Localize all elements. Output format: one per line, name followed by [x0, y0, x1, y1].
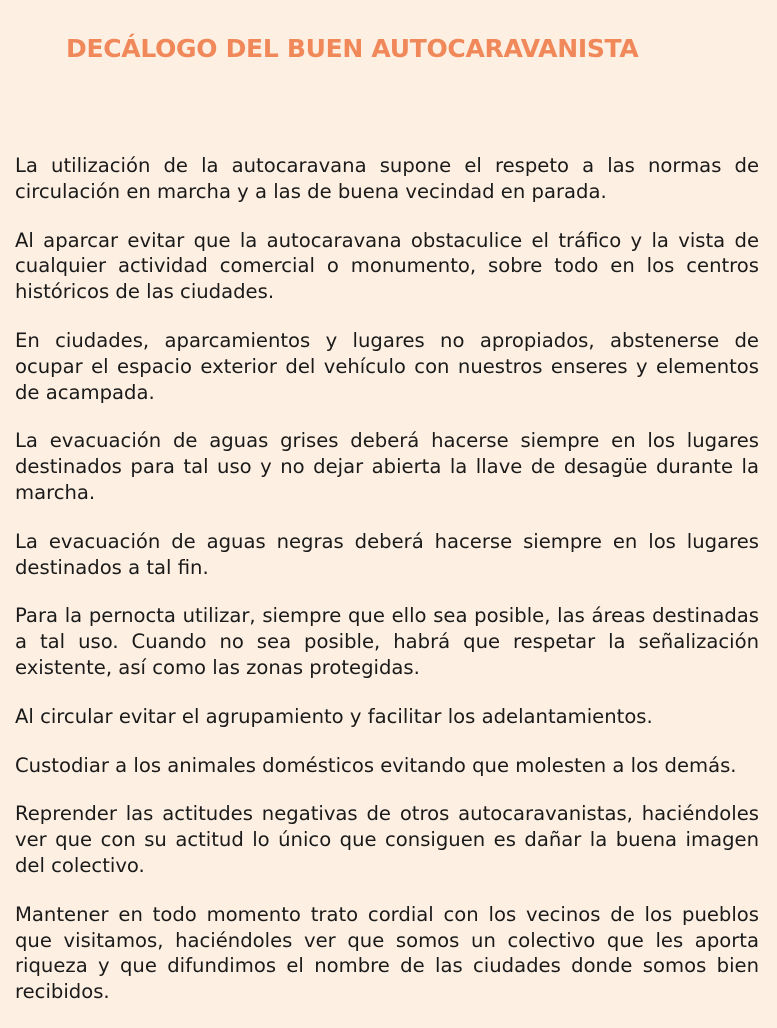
- rule-paragraph-8: Custodiar a los animales domésticos evitando que molesten a los demás.: [15, 753, 737, 777]
- rule-paragraph-4: La evacuación de aguas grises deberá hacerse siempre en los lugares destinados para tal uso y no dejar abierta la llave de desagüe durante la marcha.: [15, 429, 759, 504]
- rule-paragraph-5: La evacuación de aguas negras deberá hacerse siempre en los lugares destinados a tal fin.: [15, 529, 759, 579]
- rule-paragraph-7: Al circular evitar el agrupamiento y facilitar los adelantamientos.: [15, 704, 653, 728]
- rule-paragraph-1: La utilización de la autocaravana supone el respeto a las normas de circulación en marcha y a las de buena vecindad en parada.: [15, 154, 759, 203]
- rules-list: [15, 153, 759, 1028]
- rule-paragraph-9: Reprender las actitudes negativas de otros autocaravanistas, haciéndoles ver que con su actitud lo único que consiguen es dañar la buena imagen del colectivo.: [15, 802, 759, 877]
- rule-paragraph-2: Al aparcar evitar que la autocaravana obstaculice el tráfico y la vista de cualquier actividad comercial o monumento, sobre todo en los centros históricos de las ciudades.: [15, 228, 759, 304]
- document-title: DECÁLOGO DEL BUEN AUTOCARAVANISTA: [66, 34, 639, 63]
- rule-paragraph-10: Mantener en todo momento trato cordial con los vecinos de los pueblos que visitamos, haciéndoles ver que somos un colectivo que les aporta riqueza y que difundimos el nombre de las ciudades donde somos bien recibidos.: [15, 902, 759, 1004]
- rule-paragraph-3: En ciudades, aparcamientos y lugares no apropiados, abstenerse de ocupar el espacio exterior del vehículo con nuestros enseres y elementos de acampada.: [15, 328, 759, 404]
- rule-paragraph-6: Para la pernocta utilizar, siempre que ello sea posible, las áreas destinadas a tal uso. Cuando no sea posible, habrá que respetar la señalización existente, así como las zonas protegidas.: [15, 604, 759, 679]
